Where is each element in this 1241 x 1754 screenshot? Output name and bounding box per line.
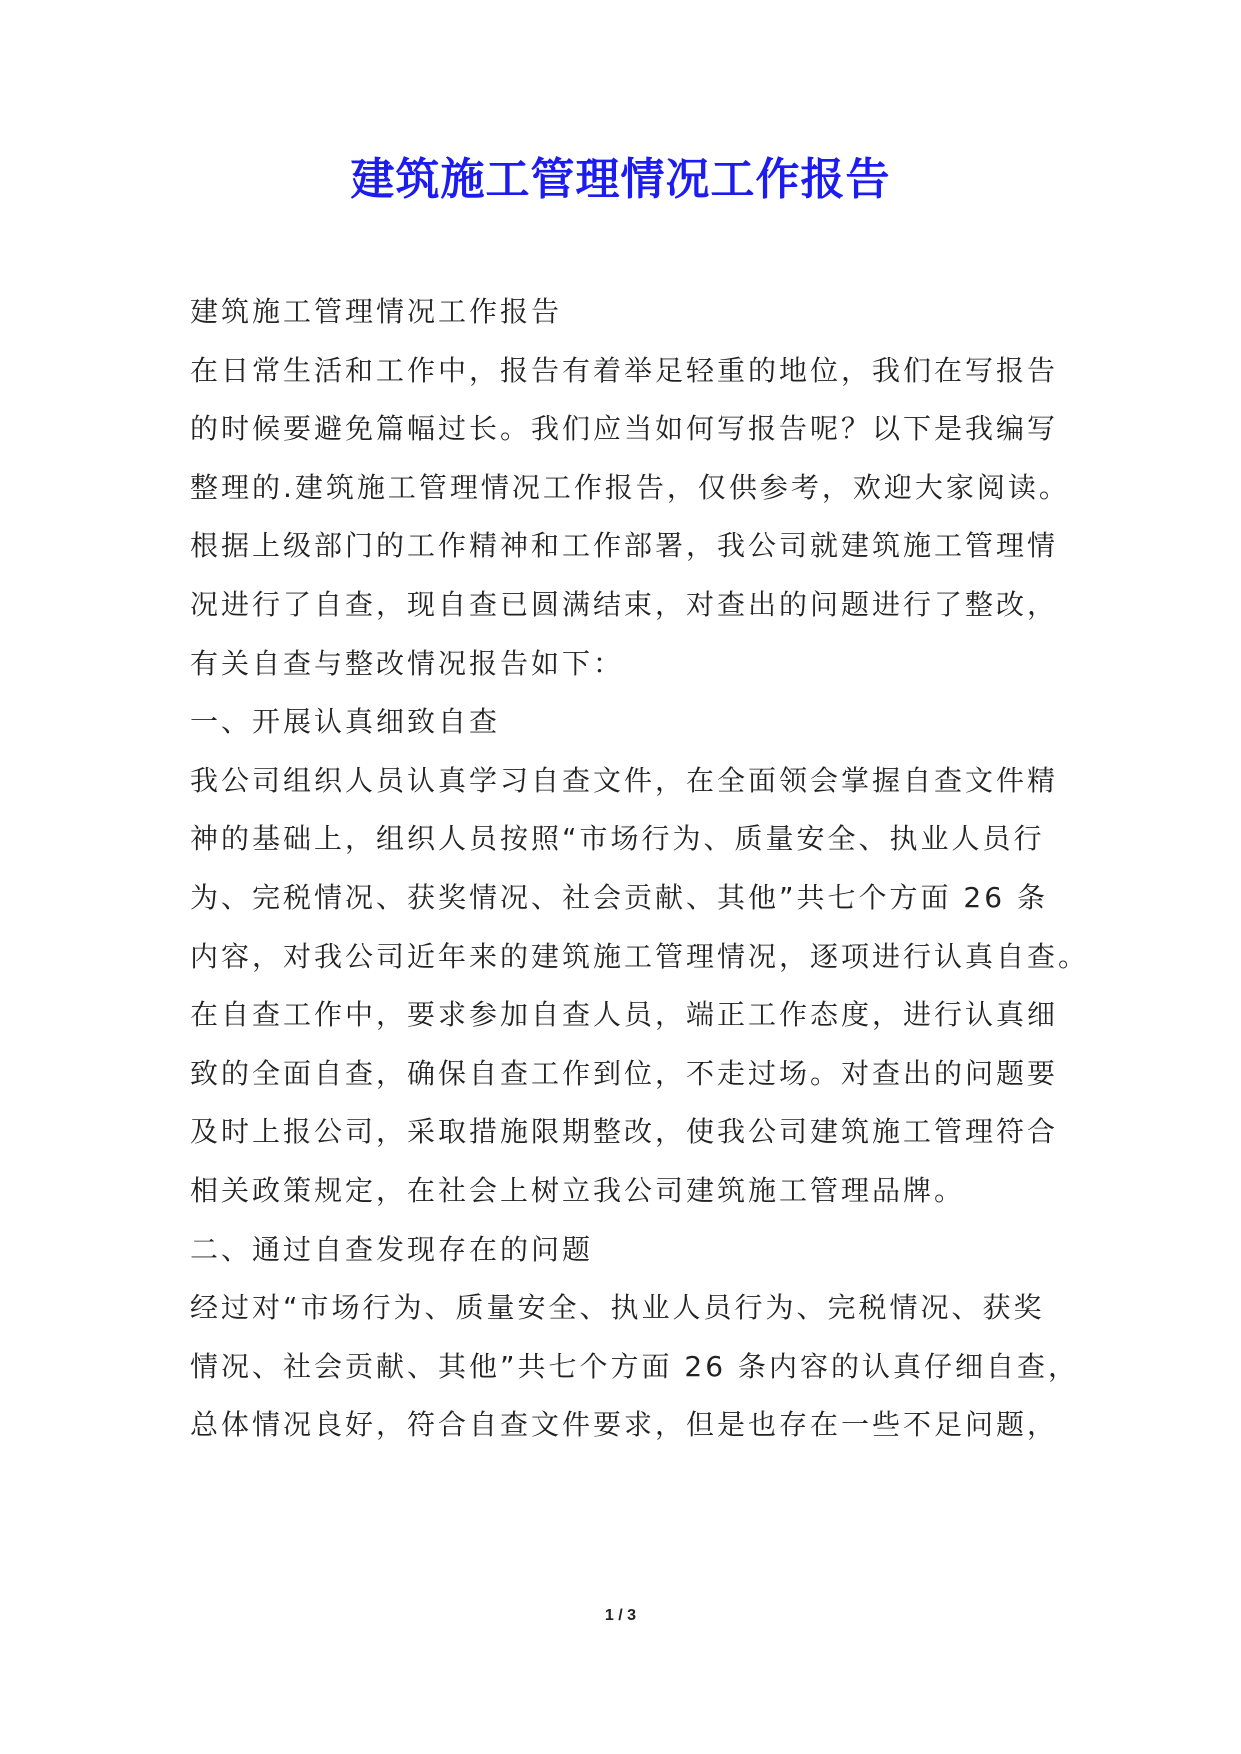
body-line: 神的基础上，组织人员按照“市场行为、质量安全、执业人员行 <box>190 822 1045 856</box>
body-line: 总体情况良好，符合自查文件要求，但是也存在一些不足问题， <box>190 1408 1059 1442</box>
body-line: 情况、社会贡献、其他”共七个方面 26 条内容的认真仔细自查， <box>190 1349 1079 1383</box>
body-line: 建筑施工管理情况工作报告 <box>190 295 563 328</box>
body-line: 整理的.建筑施工管理情况工作报告，仅供参考，欢迎大家阅读。 <box>190 470 1070 504</box>
body-line: 根据上级部门的工作精神和工作部署，我公司就建筑施工管理情 <box>190 529 1059 563</box>
body-line: 及时上报公司，采取措施限期整改，使我公司建筑施工管理符合 <box>190 1115 1059 1149</box>
document-body <box>190 283 1090 1455</box>
section-heading: 二、通过自查发现存在的问题 <box>190 1232 594 1266</box>
section-heading: 一、开展认真细致自查 <box>190 705 501 739</box>
body-line: 致的全面自查，确保自查工作到位，不走过场。对查出的问题要 <box>190 1056 1059 1090</box>
body-line: 有关自查与整改情况报告如下： <box>190 646 625 680</box>
document-title: 建筑施工管理情况工作报告 <box>350 154 891 205</box>
body-line: 我公司组织人员认真学习自查文件，在全面领会掌握自查文件精 <box>190 763 1059 797</box>
body-line: 相关政策规定，在社会上树立我公司建筑施工管理品牌。 <box>190 1173 966 1207</box>
body-line: 的时候要避免篇幅过长。我们应当如何写报告呢？以下是我编写 <box>190 412 1059 446</box>
body-line: 经过对“市场行为、质量安全、执业人员行为、完税情况、获奖 <box>190 1291 1045 1325</box>
body-line: 在日常生活和工作中，报告有着举足轻重的地位，我们在写报告 <box>190 353 1059 387</box>
page-number: 1 / 3 <box>604 1607 637 1624</box>
body-line: 为、完税情况、获奖情况、社会贡献、其他”共七个方面 26 条 <box>190 880 1048 914</box>
body-line: 内容，对我公司近年来的建筑施工管理情况，逐项进行认真自查。 <box>190 939 1090 973</box>
body-line: 况进行了自查，现自查已圆满结束，对查出的问题进行了整改， <box>190 587 1059 621</box>
body-line: 在自查工作中，要求参加自查人员，端正工作态度，进行认真细 <box>190 998 1059 1032</box>
